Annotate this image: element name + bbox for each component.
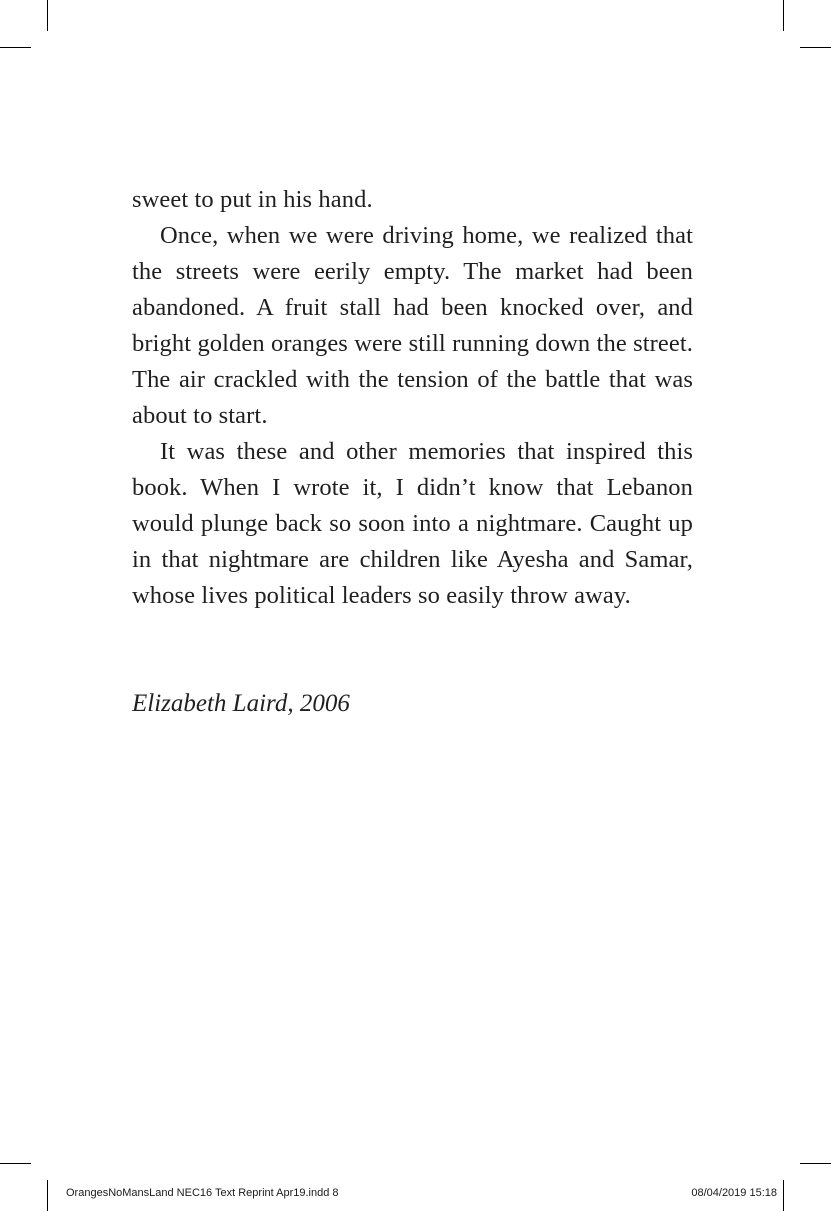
slug-datetime: 08/04/2019 15:18: [691, 1187, 777, 1199]
crop-mark-bottom-right-vertical: [783, 1180, 784, 1211]
paragraph-driving-home: Once, when we were driving home, we realized that the streets were eerily empty. The market had been abandoned. A fruit stall had been knocked over, and bright golden oranges were still running down the street. The air crackled with the tension of the battle that was about to start.: [132, 222, 693, 429]
paragraph-continuation: sweet to put in his hand.: [132, 186, 373, 213]
crop-mark-top-left-horizontal: [0, 47, 31, 48]
crop-mark-top-right-vertical: [783, 0, 784, 31]
crop-mark-top-right-horizontal: [800, 47, 831, 48]
page-body: [132, 182, 693, 614]
crop-mark-bottom-left-vertical: [47, 1180, 48, 1211]
author-signature: Elizabeth Laird, 2006: [132, 690, 350, 717]
slug-file-name: OrangesNoMansLand NEC16 Text Reprint Apr19.indd 8: [66, 1187, 339, 1199]
paragraph-memories: It was these and other memories that inspired this book. When I wrote it, I didn’t know that Lebanon would plunge back so soon into a nightmare. Caught up in that nightmare are children like Ayesha and Samar, whose lives political leaders so easily throw away.: [132, 438, 693, 609]
crop-mark-bottom-left-horizontal: [0, 1163, 31, 1164]
crop-mark-top-left-vertical: [47, 0, 48, 31]
crop-mark-bottom-right-horizontal: [800, 1163, 831, 1164]
